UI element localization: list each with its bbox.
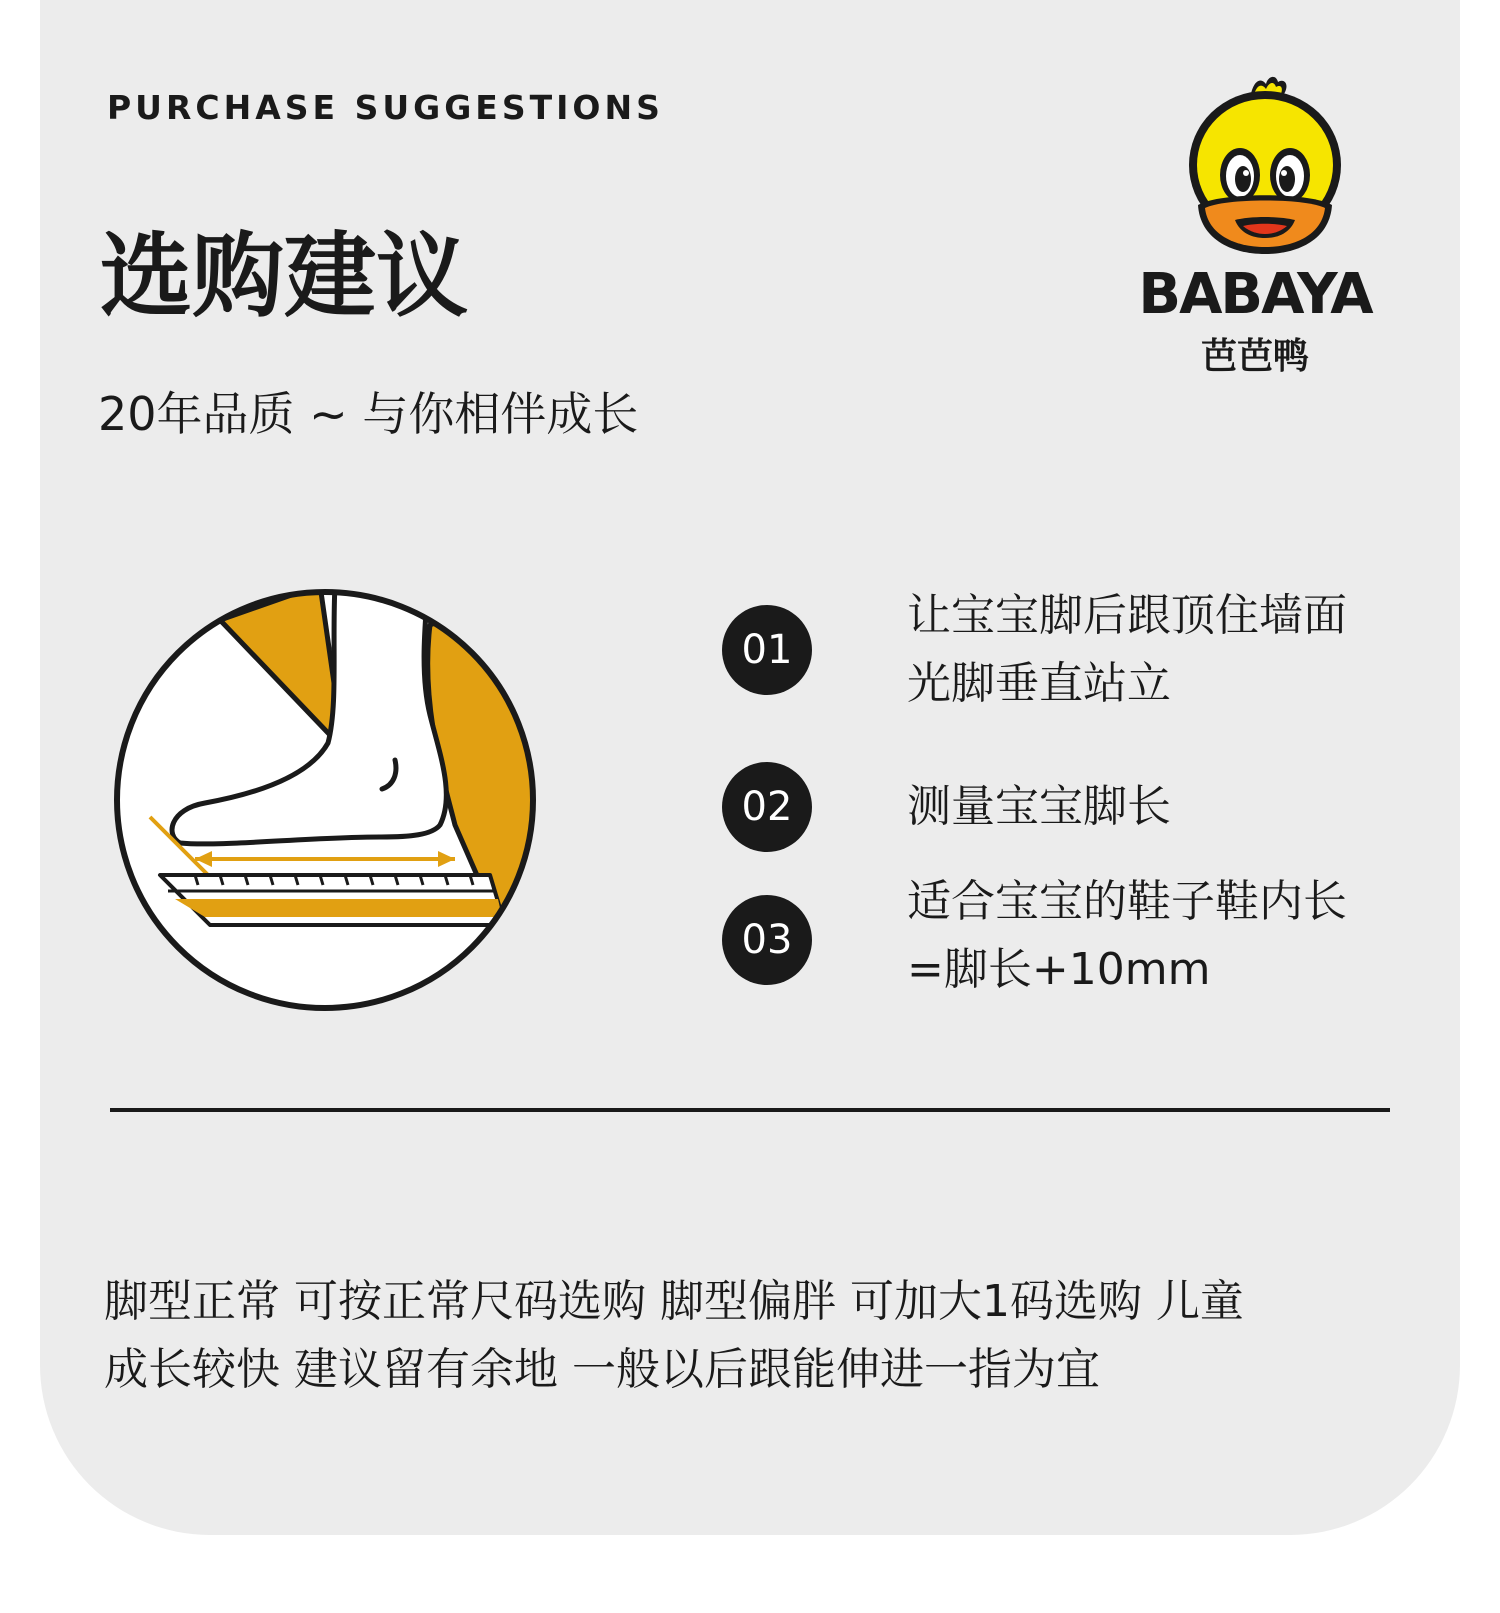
step-1-badge: 01 [722, 605, 812, 695]
sizing-note-line-2: 成长较快 建议留有余地 一般以后跟能伸进一指为宜 [104, 1344, 1100, 1395]
page-title: 选购建议 [100, 223, 469, 330]
step-3-badge: 03 [722, 895, 812, 985]
step-3-text [907, 868, 1407, 1004]
section-eyebrow: PURCHASE SUGGESTIONS [107, 88, 664, 127]
step-2-badge: 02 [722, 762, 812, 852]
sizing-note [104, 1268, 1404, 1404]
duck-mascot-icon [1180, 70, 1350, 270]
step-2-text [907, 773, 1407, 841]
brand-wordmark: BABAYA [1138, 262, 1372, 327]
step-2-line-1: 测量宝宝脚长 [907, 781, 1171, 832]
step-1-text [907, 582, 1407, 718]
step-3-line-1: 适合宝宝的鞋子鞋内长 [907, 876, 1347, 927]
page-subtitle: 20年品质 ~ 与你相伴成长 [98, 387, 639, 441]
step-1-line-2: 光脚垂直站立 [907, 658, 1171, 709]
step-3-line-2: =脚长+10mm [907, 944, 1211, 995]
brand-logo [1130, 70, 1380, 380]
step-1-line-1: 让宝宝脚后跟顶住墙面 [907, 590, 1347, 641]
foot-measure-icon [110, 585, 540, 1015]
brand-name-cn: 芭芭鸭 [1200, 336, 1309, 377]
sizing-note-line-1: 脚型正常 可按正常尺码选购 脚型偏胖 可加大1码选购 儿童 [104, 1276, 1244, 1327]
section-divider [110, 1108, 1390, 1112]
